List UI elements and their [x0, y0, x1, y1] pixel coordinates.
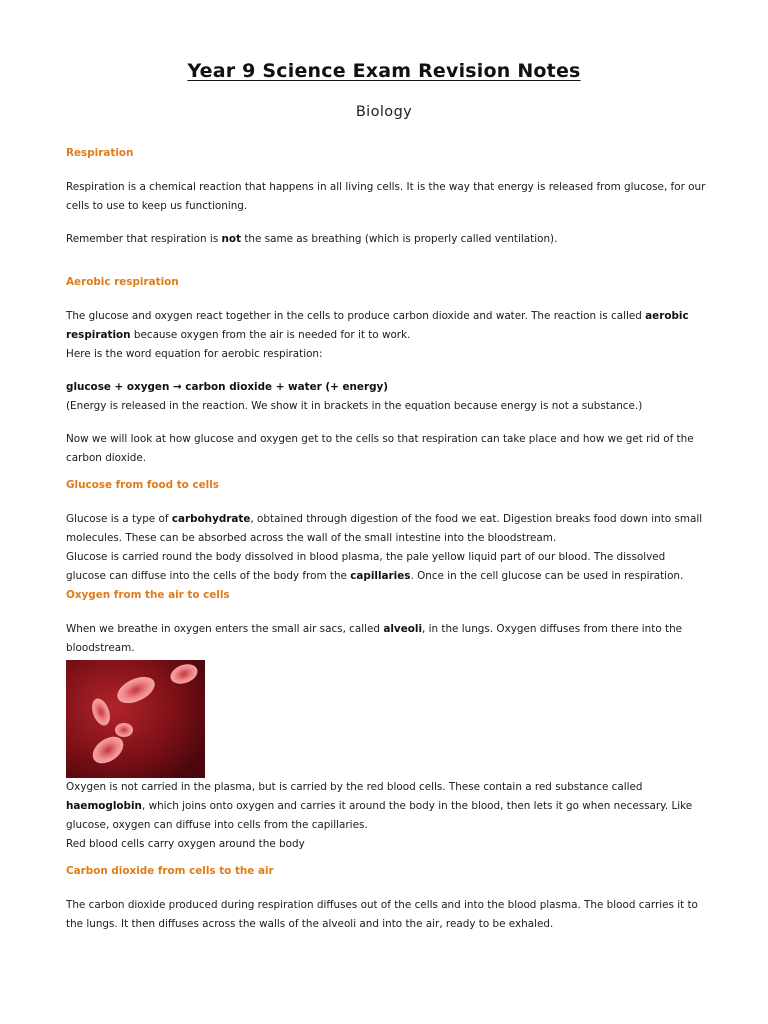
paragraph-respiration-definition: [66, 178, 706, 216]
text-run: , obtained through digestion of the food we eat. Digestion breaks food down into small molecules. These can be absorbed across the wall of the small intestine into the bloodstream.: [66, 513, 703, 544]
paragraph-transport-intro: Now we will look at how glucose and oxygen get to the cells so that respiration can take place and how we get rid of the carbon dioxide.: [66, 433, 694, 464]
word-equation-text: glucose + oxygen → carbon dioxide + water (+ energy): [66, 381, 389, 393]
text-run: The glucose and oxygen react together in the cells to produce carbon dioxide and water. The reaction is called: [66, 310, 646, 322]
text-run: , in the lungs. Oxygen diffuses from there into the bloodstream.: [66, 623, 683, 654]
bold-term: alveoli: [383, 623, 422, 635]
word-equation: [66, 378, 706, 397]
paragraph-respiration-not-breathing: [66, 230, 706, 249]
text-run: Remember that respiration is: [66, 233, 222, 245]
document-body: [66, 144, 706, 934]
red-blood-cells-illustration: [66, 660, 205, 778]
text-run: Respiration is a chemical reaction that happens in all living cells. It is the way that energy is released from glucose, for our cells to use to keep us functioning.: [66, 181, 706, 212]
text-run: . Once in the cell glucose can be used in respiration.: [410, 570, 684, 582]
section-heading-glucose: Glucose from food to cells: [66, 479, 219, 491]
text-run: Oxygen is not carried in the plasma, but is carried by the red blood cells. These contain a red substance called: [66, 781, 643, 793]
text-run: , which joins onto oxygen and carries it around the body in the blood, then lets it go when necessary. Like glucose, oxygen can diffuse into cells from the capillaries.: [66, 800, 693, 831]
equation-note: (Energy is released in the reaction. We show it in brackets in the equation because energy is not a substance.): [66, 400, 643, 412]
bold-term: not: [221, 233, 242, 245]
text-run: the same as breathing (which is properly called ventilation).: [241, 233, 558, 245]
text-run: because oxygen from the air is needed for it to work.: [130, 329, 411, 341]
bold-term: aerobic respiration: [66, 310, 689, 341]
bold-term: haemoglobin: [66, 800, 142, 812]
page-title: Year 9 Science Exam Revision Notes: [187, 60, 581, 82]
section-heading-carbon-dioxide: Carbon dioxide from cells to the air: [66, 865, 274, 877]
text-run: When we breathe in oxygen enters the small air sacs, called: [66, 623, 384, 635]
paragraph-glucose-transport: [66, 548, 706, 586]
section-heading-oxygen: Oxygen from the air to cells: [66, 589, 230, 601]
section-heading-aerobic: Aerobic respiration: [66, 276, 179, 288]
text-run: Glucose is a type of: [66, 513, 172, 525]
paragraph-carbon-dioxide-removal: The carbon dioxide produced during respiration diffuses out of the cells and into the blood plasma. The blood carries it to the lungs. It then diffuses across the walls of the alveoli and into the air, ready to be exhaled.: [66, 899, 698, 930]
paragraph-glucose-digestion: [66, 510, 706, 548]
page-subtitle: Biology: [355, 104, 413, 120]
paragraph-aerobic-reaction: [66, 307, 706, 345]
image-caption: Red blood cells carry oxygen around the body: [66, 838, 305, 850]
bold-term: capillaries: [350, 570, 411, 582]
paragraph-oxygen-alveoli: [66, 620, 706, 658]
paragraph-oxygen-haemoglobin: [66, 778, 706, 835]
section-heading-respiration: Respiration: [66, 147, 134, 159]
text-run: Glucose is carried round the body dissolved in blood plasma, the pale yellow liquid part of our blood. The dissolved glucose can diffuse into the cells of the body from the: [66, 551, 666, 582]
red-blood-cells-image: [66, 660, 205, 778]
paragraph-word-equation-intro: Here is the word equation for aerobic respiration:: [66, 348, 323, 360]
bold-term: carbohydrate: [171, 513, 251, 525]
